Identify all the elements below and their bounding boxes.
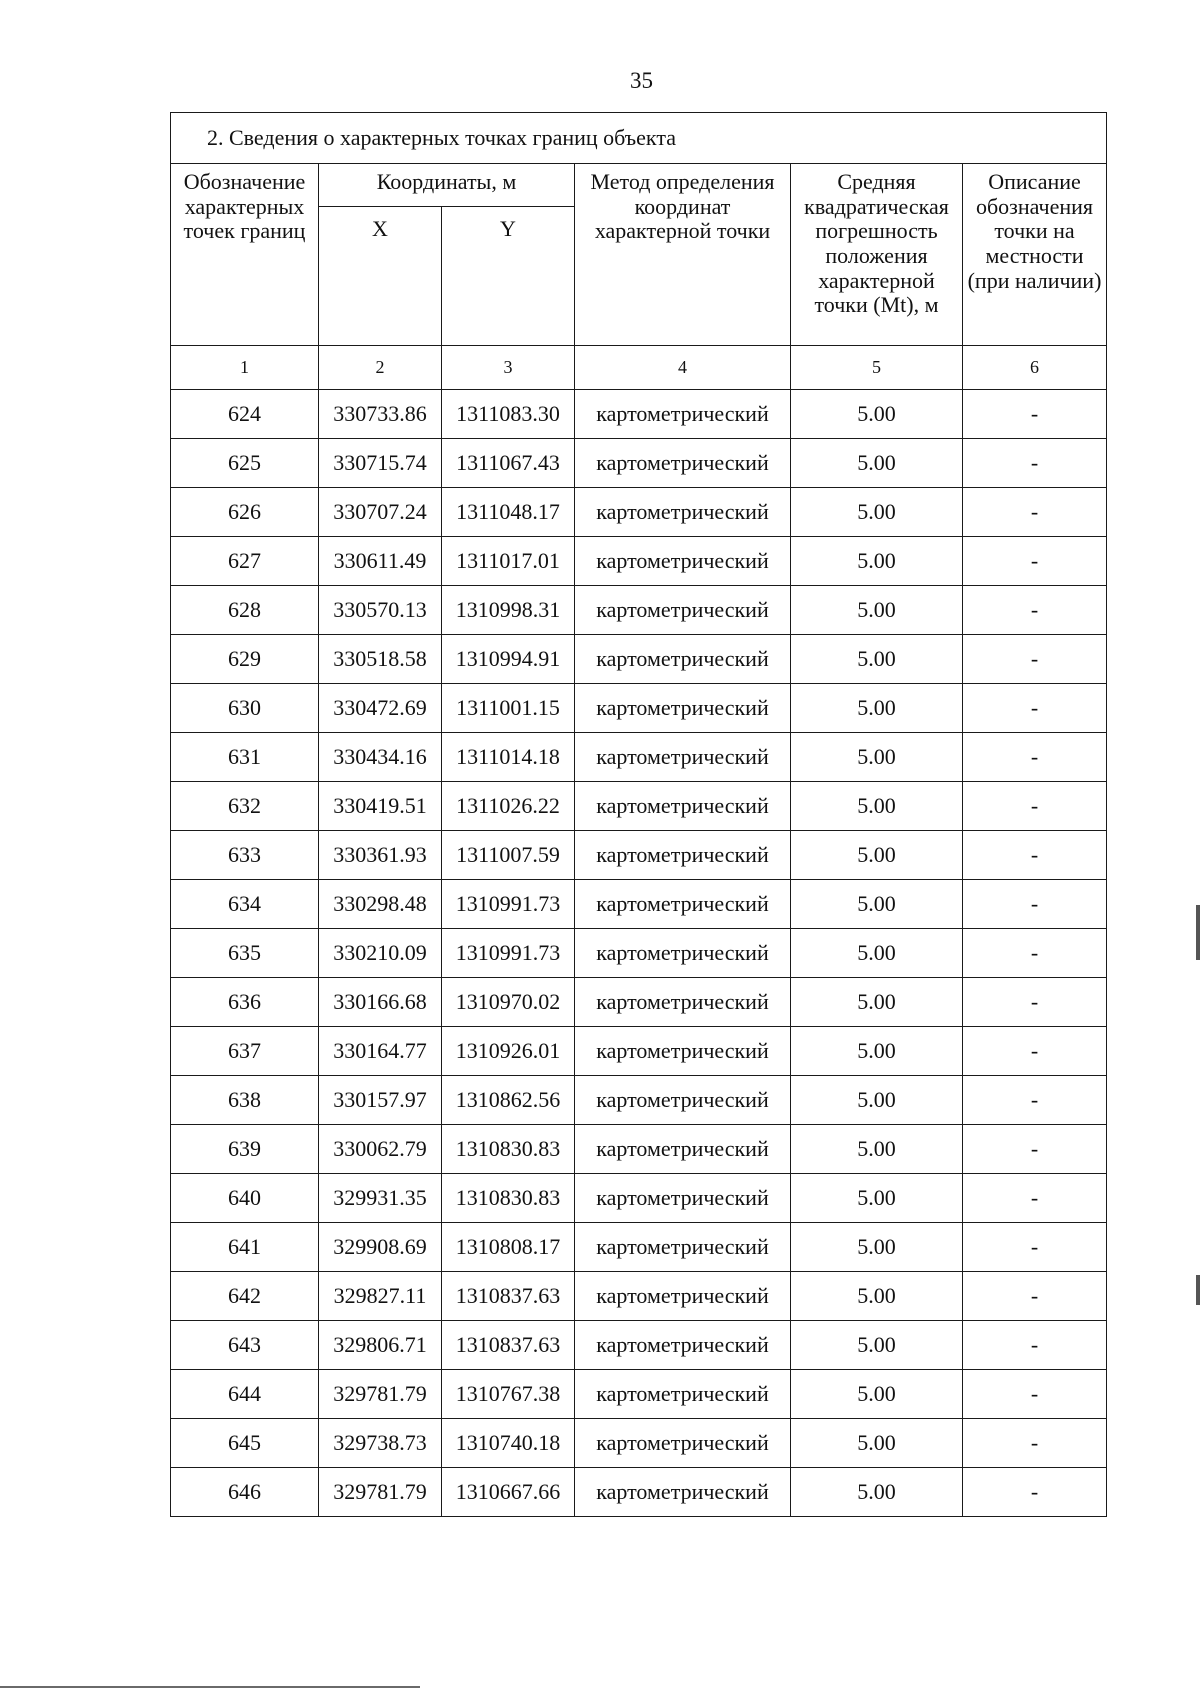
table-row (171, 1370, 1107, 1419)
point-cell: 636 (171, 978, 319, 1027)
y-coordinate-cell: 1310991.73 (442, 880, 575, 929)
x-coordinate-cell: 330166.68 (319, 978, 442, 1027)
column-number: 4 (575, 346, 791, 390)
x-coordinate-cell: 330611.49 (319, 537, 442, 586)
table-title: 2. Сведения о характерных точках границ объекта (171, 113, 1107, 164)
x-coordinate-cell: 330062.79 (319, 1125, 442, 1174)
x-coordinate-cell: 329781.79 (319, 1468, 442, 1517)
mt-error-cell: 5.00 (791, 1027, 963, 1076)
description-cell: - (963, 537, 1107, 586)
description-cell: - (963, 1223, 1107, 1272)
mt-error-cell: 5.00 (791, 537, 963, 586)
y-coordinate-cell: 1310994.91 (442, 635, 575, 684)
table-row (171, 782, 1107, 831)
x-coordinate-cell: 330419.51 (319, 782, 442, 831)
y-coordinate-cell: 1311067.43 (442, 439, 575, 488)
y-coordinate-cell: 1310970.02 (442, 978, 575, 1027)
column-number: 2 (319, 346, 442, 390)
mt-error-cell: 5.00 (791, 635, 963, 684)
point-cell: 644 (171, 1370, 319, 1419)
method-cell: картометрический (575, 733, 791, 782)
x-coordinate-cell: 329908.69 (319, 1223, 442, 1272)
header-description: Описание обозначения точки на местности (при наличии) (963, 164, 1107, 346)
method-cell: картометрический (575, 782, 791, 831)
description-cell: - (963, 929, 1107, 978)
description-cell: - (963, 586, 1107, 635)
y-coordinate-cell: 1310926.01 (442, 1027, 575, 1076)
point-cell: 630 (171, 684, 319, 733)
method-cell: картометрический (575, 537, 791, 586)
point-cell: 646 (171, 1468, 319, 1517)
y-coordinate-cell: 1310830.83 (442, 1174, 575, 1223)
x-coordinate-cell: 330361.93 (319, 831, 442, 880)
x-coordinate-cell: 330733.86 (319, 390, 442, 439)
page-number: 35 (630, 68, 653, 93)
method-cell: картометрический (575, 1419, 791, 1468)
mt-error-cell: 5.00 (791, 978, 963, 1027)
mt-error-cell: 5.00 (791, 831, 963, 880)
point-cell: 625 (171, 439, 319, 488)
method-cell: картометрический (575, 880, 791, 929)
mt-error-cell: 5.00 (791, 1321, 963, 1370)
table-body (171, 113, 1107, 1517)
method-cell: картометрический (575, 1076, 791, 1125)
point-cell: 635 (171, 929, 319, 978)
column-number-row (171, 346, 1107, 390)
mt-error-cell: 5.00 (791, 1223, 963, 1272)
method-cell: картометрический (575, 488, 791, 537)
method-cell: картометрический (575, 684, 791, 733)
table-row (171, 586, 1107, 635)
x-coordinate-cell: 330298.48 (319, 880, 442, 929)
description-cell: - (963, 439, 1107, 488)
y-coordinate-cell: 1310667.66 (442, 1468, 575, 1517)
x-coordinate-cell: 330472.69 (319, 684, 442, 733)
point-cell: 632 (171, 782, 319, 831)
y-coordinate-cell: 1310740.18 (442, 1419, 575, 1468)
table-title-row (171, 113, 1107, 164)
point-cell: 639 (171, 1125, 319, 1174)
point-cell: 643 (171, 1321, 319, 1370)
description-cell: - (963, 1468, 1107, 1517)
table-row (171, 635, 1107, 684)
scan-footer-line (0, 1686, 420, 1688)
description-cell: - (963, 880, 1107, 929)
point-cell: 637 (171, 1027, 319, 1076)
table-row (171, 1321, 1107, 1370)
y-coordinate-cell: 1311017.01 (442, 537, 575, 586)
mt-error-cell: 5.00 (791, 390, 963, 439)
method-cell: картометрический (575, 635, 791, 684)
description-cell: - (963, 684, 1107, 733)
mt-error-cell: 5.00 (791, 1419, 963, 1468)
mt-error-cell: 5.00 (791, 439, 963, 488)
column-number: 6 (963, 346, 1107, 390)
method-cell: картометрический (575, 1468, 791, 1517)
mt-error-cell: 5.00 (791, 1272, 963, 1321)
table-row (171, 537, 1107, 586)
column-number: 5 (791, 346, 963, 390)
x-coordinate-cell: 329827.11 (319, 1272, 442, 1321)
table-row (171, 1272, 1107, 1321)
y-coordinate-cell: 1311048.17 (442, 488, 575, 537)
header-designation: Обозначение характерных точек границ (171, 164, 319, 346)
x-coordinate-cell: 330715.74 (319, 439, 442, 488)
table-row (171, 439, 1107, 488)
method-cell: картометрический (575, 1027, 791, 1076)
table-row (171, 978, 1107, 1027)
method-cell: картометрический (575, 1370, 791, 1419)
header-y: Y (442, 207, 575, 346)
description-cell: - (963, 1370, 1107, 1419)
method-cell: картометрический (575, 831, 791, 880)
mt-error-cell: 5.00 (791, 733, 963, 782)
x-coordinate-cell: 330434.16 (319, 733, 442, 782)
column-number: 3 (442, 346, 575, 390)
table-row (171, 1419, 1107, 1468)
description-cell: - (963, 1419, 1107, 1468)
point-cell: 638 (171, 1076, 319, 1125)
mt-error-cell: 5.00 (791, 782, 963, 831)
x-coordinate-cell: 330570.13 (319, 586, 442, 635)
description-cell: - (963, 978, 1107, 1027)
point-cell: 629 (171, 635, 319, 684)
description-cell: - (963, 1321, 1107, 1370)
x-coordinate-cell: 330210.09 (319, 929, 442, 978)
y-coordinate-cell: 1311007.59 (442, 831, 575, 880)
table-row (171, 733, 1107, 782)
x-coordinate-cell: 330164.77 (319, 1027, 442, 1076)
method-cell: картометрический (575, 1321, 791, 1370)
method-cell: картометрический (575, 1272, 791, 1321)
table-row (171, 1076, 1107, 1125)
description-cell: - (963, 831, 1107, 880)
point-cell: 633 (171, 831, 319, 880)
description-cell: - (963, 782, 1107, 831)
description-cell: - (963, 1076, 1107, 1125)
column-number: 1 (171, 346, 319, 390)
point-cell: 634 (171, 880, 319, 929)
method-cell: картометрический (575, 1223, 791, 1272)
header-coordinates: Координаты, м (319, 164, 575, 207)
y-coordinate-cell: 1310830.83 (442, 1125, 575, 1174)
table-row (171, 1125, 1107, 1174)
table-row (171, 1223, 1107, 1272)
description-cell: - (963, 1125, 1107, 1174)
y-coordinate-cell: 1310837.63 (442, 1321, 575, 1370)
table-row (171, 1174, 1107, 1223)
mt-error-cell: 5.00 (791, 488, 963, 537)
y-coordinate-cell: 1310998.31 (442, 586, 575, 635)
description-cell: - (963, 488, 1107, 537)
method-cell: картометрический (575, 390, 791, 439)
table-row (171, 1468, 1107, 1517)
mt-error-cell: 5.00 (791, 1125, 963, 1174)
x-coordinate-cell: 329781.79 (319, 1370, 442, 1419)
table-row (171, 1027, 1107, 1076)
description-cell: - (963, 733, 1107, 782)
boundary-points-table (170, 112, 1107, 1517)
point-cell: 640 (171, 1174, 319, 1223)
method-cell: картометрический (575, 439, 791, 488)
table-row (171, 684, 1107, 733)
x-coordinate-cell: 330707.24 (319, 488, 442, 537)
header-method: Метод определения координат характерной точки (575, 164, 791, 346)
method-cell: картометрический (575, 1174, 791, 1223)
description-cell: - (963, 635, 1107, 684)
y-coordinate-cell: 1310767.38 (442, 1370, 575, 1419)
mt-error-cell: 5.00 (791, 880, 963, 929)
mt-error-cell: 5.00 (791, 586, 963, 635)
y-coordinate-cell: 1310991.73 (442, 929, 575, 978)
point-cell: 641 (171, 1223, 319, 1272)
mt-error-cell: 5.00 (791, 1076, 963, 1125)
point-cell: 645 (171, 1419, 319, 1468)
header-x: X (319, 207, 442, 346)
y-coordinate-cell: 1311083.30 (442, 390, 575, 439)
y-coordinate-cell: 1311014.18 (442, 733, 575, 782)
method-cell: картометрический (575, 586, 791, 635)
mt-error-cell: 5.00 (791, 1174, 963, 1223)
x-coordinate-cell: 329806.71 (319, 1321, 442, 1370)
y-coordinate-cell: 1310862.56 (442, 1076, 575, 1125)
x-coordinate-cell: 330518.58 (319, 635, 442, 684)
header-error: Средняя квадратическая погрешность положения характерной точки (Mt), м (791, 164, 963, 346)
x-coordinate-cell: 329931.35 (319, 1174, 442, 1223)
y-coordinate-cell: 1311026.22 (442, 782, 575, 831)
scan-edge-mark (1196, 1275, 1200, 1305)
point-cell: 642 (171, 1272, 319, 1321)
method-cell: картометрический (575, 929, 791, 978)
header-row (171, 164, 1107, 207)
point-cell: 627 (171, 537, 319, 586)
point-cell: 631 (171, 733, 319, 782)
description-cell: - (963, 390, 1107, 439)
method-cell: картометрический (575, 1125, 791, 1174)
scan-edge-mark (1196, 905, 1200, 960)
mt-error-cell: 5.00 (791, 929, 963, 978)
x-coordinate-cell: 330157.97 (319, 1076, 442, 1125)
y-coordinate-cell: 1310837.63 (442, 1272, 575, 1321)
y-coordinate-cell: 1310808.17 (442, 1223, 575, 1272)
table-row (171, 831, 1107, 880)
x-coordinate-cell: 329738.73 (319, 1419, 442, 1468)
mt-error-cell: 5.00 (791, 684, 963, 733)
description-cell: - (963, 1027, 1107, 1076)
description-cell: - (963, 1174, 1107, 1223)
table-row (171, 488, 1107, 537)
point-cell: 624 (171, 390, 319, 439)
table-row (171, 880, 1107, 929)
y-coordinate-cell: 1311001.15 (442, 684, 575, 733)
point-cell: 626 (171, 488, 319, 537)
point-cell: 628 (171, 586, 319, 635)
method-cell: картометрический (575, 978, 791, 1027)
description-cell: - (963, 1272, 1107, 1321)
table-row (171, 390, 1107, 439)
table-row (171, 929, 1107, 978)
mt-error-cell: 5.00 (791, 1468, 963, 1517)
mt-error-cell: 5.00 (791, 1370, 963, 1419)
